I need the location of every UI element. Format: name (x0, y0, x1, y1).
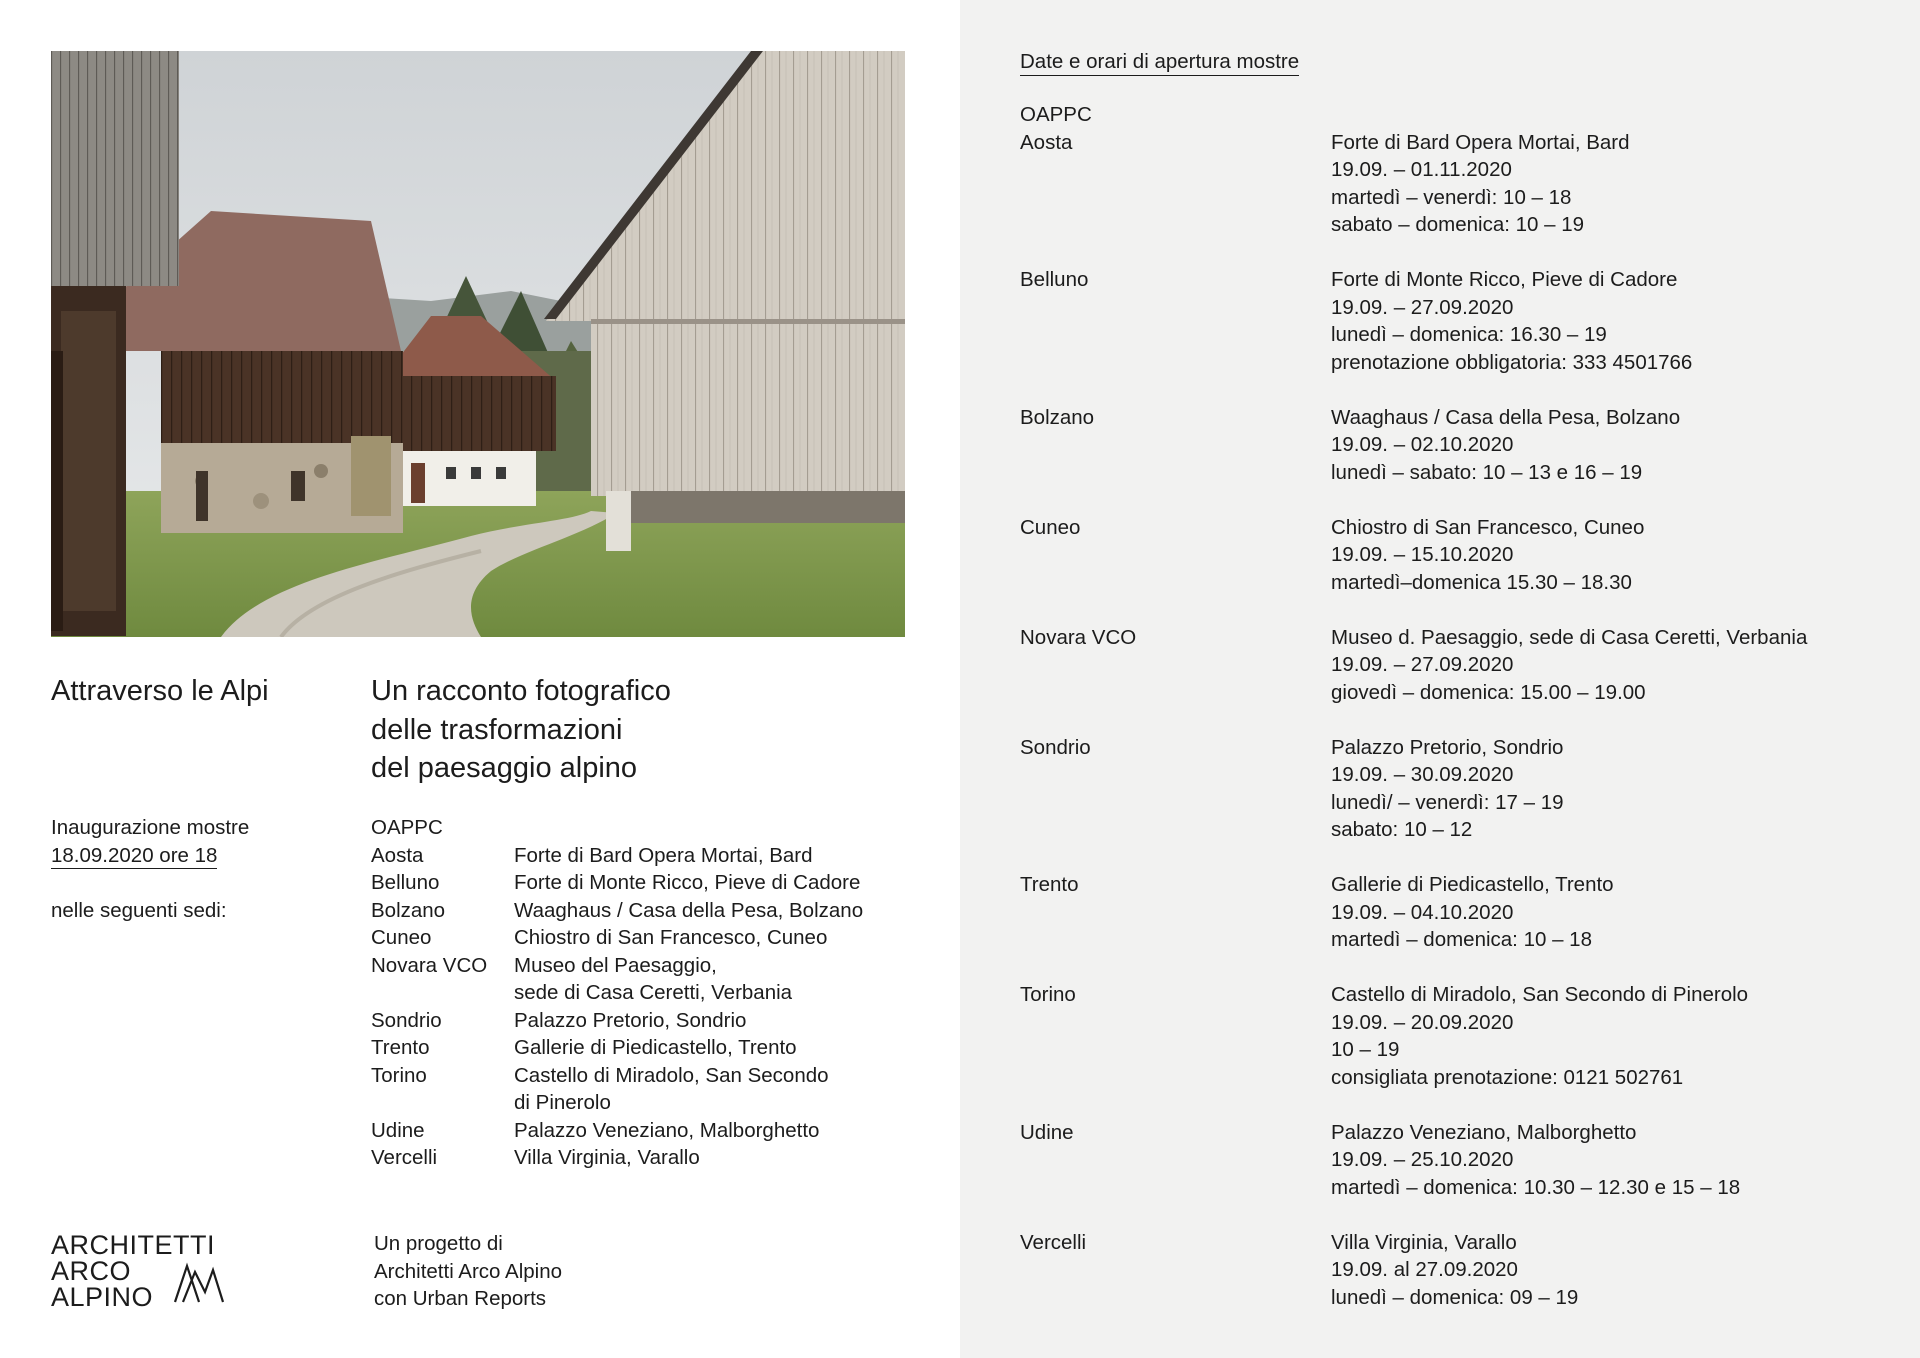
inauguration-block (51, 814, 249, 869)
venue-city: Aosta (371, 843, 424, 867)
venue-row (371, 897, 863, 925)
schedule-venue: Villa Virginia, Varallo (1331, 1230, 1517, 1254)
venue-name: Museo del Paesaggio, sede di Casa Ceretti, Verbania (514, 953, 793, 1004)
schedule-hours: lunedì/ – venerdì: 17 – 19 (1331, 790, 1564, 814)
schedule-dates: 19.09. – 27.09.2020 (1331, 653, 1514, 676)
schedule-venue: Chiostro di San Francesco, Cuneo (1331, 515, 1645, 539)
schedule-city: Torino (1020, 983, 1076, 1006)
logo-line: ARCHITETTI (51, 1230, 215, 1260)
venue-row (371, 1117, 863, 1145)
venue-row (371, 1062, 863, 1117)
exhibition-subtitle (371, 672, 851, 788)
schedule-venue: Waaghaus / Casa della Pesa, Bolzano (1331, 405, 1681, 429)
venue-row (371, 1034, 863, 1062)
schedule-entry-trento (1020, 871, 1900, 954)
alpine-barns-photo (51, 51, 905, 637)
exhibition-title: Attraverso le Alpi (51, 675, 269, 707)
schedule-venue: Forte di Monte Ricco, Pieve di Cadore (1331, 268, 1678, 291)
logo-line: ALPINO (51, 1282, 154, 1312)
schedule-hours: lunedì – domenica: 09 – 19 (1331, 1285, 1579, 1309)
schedule-hours: martedì – domenica: 10 – 18 (1331, 928, 1592, 951)
credit-line: Un progetto di (374, 1232, 503, 1255)
schedule-entry-torino (1020, 981, 1900, 1091)
venue-name: Forte di Monte Ricco, Pieve di Cadore (514, 871, 861, 894)
schedule-hours: martedì – venerdì: 10 – 18 (1331, 185, 1572, 209)
schedule-venue: Palazzo Veneziano, Malborghetto (1331, 1120, 1637, 1144)
venue-name: Forte di Bard Opera Mortai, Bard (514, 843, 813, 867)
schedule-venue: Castello di Miradolo, San Secondo di Pinerolo (1331, 983, 1749, 1006)
schedule-city: Belluno (1020, 268, 1089, 291)
venue-row (371, 1144, 863, 1172)
schedule-city: Cuneo (1020, 515, 1081, 539)
project-credit (374, 1230, 562, 1313)
schedule-city: Aosta (1020, 130, 1073, 154)
venue-city: Bolzano (371, 898, 446, 922)
schedule-hours: lunedì – domenica: 16.30 – 19 (1331, 323, 1607, 346)
venue-list (371, 814, 863, 1172)
schedule-venue: Museo d. Paesaggio, sede di Casa Ceretti, Verbania (1331, 625, 1808, 649)
schedule-hours: lunedì – sabato: 10 – 13 e 16 – 19 (1331, 460, 1643, 484)
schedule-city: Vercelli (1020, 1230, 1087, 1254)
schedule-city: Trento (1020, 873, 1079, 896)
subtitle-line: Un racconto fotografico (371, 675, 671, 707)
venue-row (371, 842, 863, 870)
schedule-dates: 19.09. – 30.09.2020 (1331, 763, 1514, 786)
subtitle-line: delle trasformazioni (371, 713, 623, 746)
credit-line: Architetti Arco Alpino (374, 1259, 563, 1283)
logo-line: ARCO (51, 1256, 132, 1286)
schedule-city: Sondrio (1020, 735, 1091, 759)
schedule-entry-bolzano (1020, 404, 1900, 487)
schedule-city: Bolzano (1020, 405, 1095, 429)
venue-city: Cuneo (371, 926, 432, 949)
venue-name: Palazzo Pretorio, Sondrio (514, 1008, 747, 1032)
barns-illustration (51, 51, 905, 637)
venue-name: Waaghaus / Casa della Pesa, Bolzano (514, 898, 864, 922)
schedule-entry-sondrio (1020, 734, 1900, 844)
venue-city: Belluno (371, 871, 440, 894)
venue-city: Novara VCO (371, 953, 488, 977)
schedule-list (1020, 101, 1900, 1339)
credit-line: con Urban Reports (374, 1287, 547, 1310)
schedule-entry-cuneo (1020, 514, 1900, 597)
schedule-entry-novara-vco (1020, 624, 1900, 707)
venue-name: Gallerie di Piedicastello, Trento (514, 1036, 797, 1059)
org-label: OAPPC (1020, 103, 1092, 126)
inauguration-date: 18.09.2020 ore 18 (51, 843, 218, 867)
venue-city: Trento (371, 1036, 430, 1059)
schedule-dates: 19.09. – 25.10.2020 (1331, 1148, 1514, 1171)
venue-city: Udine (371, 1118, 425, 1142)
venue-city: Sondrio (371, 1008, 442, 1032)
schedule-hours: giovedì – domenica: 15.00 – 19.00 (1331, 680, 1646, 704)
schedule-note: prenotazione obbligatoria: 333 4501766 (1331, 350, 1693, 374)
venue-row (371, 1007, 863, 1035)
schedule-dates: 19.09. al 27.09.2020 (1331, 1258, 1518, 1281)
schedule-dates: 19.09. – 04.10.2020 (1331, 900, 1514, 924)
schedule-entry-belluno (1020, 266, 1900, 376)
schedule-hours: martedì–domenica 15.30 – 18.30 (1331, 570, 1632, 594)
org-label: OAPPC (371, 816, 443, 839)
venue-name: Castello di Miradolo, San Secondo di Pinerolo (514, 1063, 829, 1114)
venue-name: Villa Virginia, Varallo (514, 1146, 700, 1169)
venue-row (371, 869, 863, 897)
venue-row (371, 924, 863, 952)
schedule-dates: 19.09. – 15.10.2020 (1331, 543, 1514, 566)
schedule-hours: martedì – domenica: 10.30 – 12.30 e 15 – 18 (1331, 1175, 1741, 1199)
inauguration-label: Inaugurazione mostre (51, 816, 250, 839)
venues-label: nelle seguenti sedi: (51, 899, 227, 922)
schedule-note: consigliata prenotazione: 0121 502761 (1331, 1065, 1684, 1089)
venue-name: Palazzo Veneziano, Malborghetto (514, 1118, 820, 1142)
venue-name: Chiostro di San Francesco, Cuneo (514, 926, 828, 949)
schedule-dates: 19.09. – 27.09.2020 (1331, 295, 1514, 319)
schedule-venue: Gallerie di Piedicastello, Trento (1331, 873, 1614, 896)
schedule-entry-vercelli (1020, 1229, 1900, 1312)
schedule-entry-udine (1020, 1119, 1900, 1202)
schedule-entry-aosta (1020, 129, 1900, 239)
schedule-dates: 19.09. – 20.09.2020 (1331, 1010, 1514, 1034)
schedule-dates: 19.09. – 02.10.2020 (1331, 433, 1514, 456)
schedule-heading: Date e orari di apertura mostre (1020, 48, 1299, 76)
schedule-hours: 10 – 19 (1331, 1038, 1400, 1061)
schedule-dates: 19.09. – 01.11.2020 (1331, 158, 1512, 181)
schedule-venue: Forte di Bard Opera Mortai, Bard (1331, 130, 1630, 154)
venue-row (371, 952, 863, 1007)
schedule-hours: sabato – domenica: 10 – 19 (1331, 213, 1585, 236)
venue-city: Vercelli (371, 1146, 438, 1169)
schedule-venue: Palazzo Pretorio, Sondrio (1331, 735, 1564, 759)
schedule-city: Udine (1020, 1120, 1074, 1144)
schedule-city: Novara VCO (1020, 625, 1137, 649)
venue-city: Torino (371, 1063, 427, 1087)
schedule-hours: sabato: 10 – 12 (1331, 818, 1473, 841)
subtitle-line: del paesaggio alpino (371, 752, 638, 784)
mountains-logo-icon (173, 1262, 225, 1304)
architetti-arco-alpino-logo (51, 1232, 215, 1310)
